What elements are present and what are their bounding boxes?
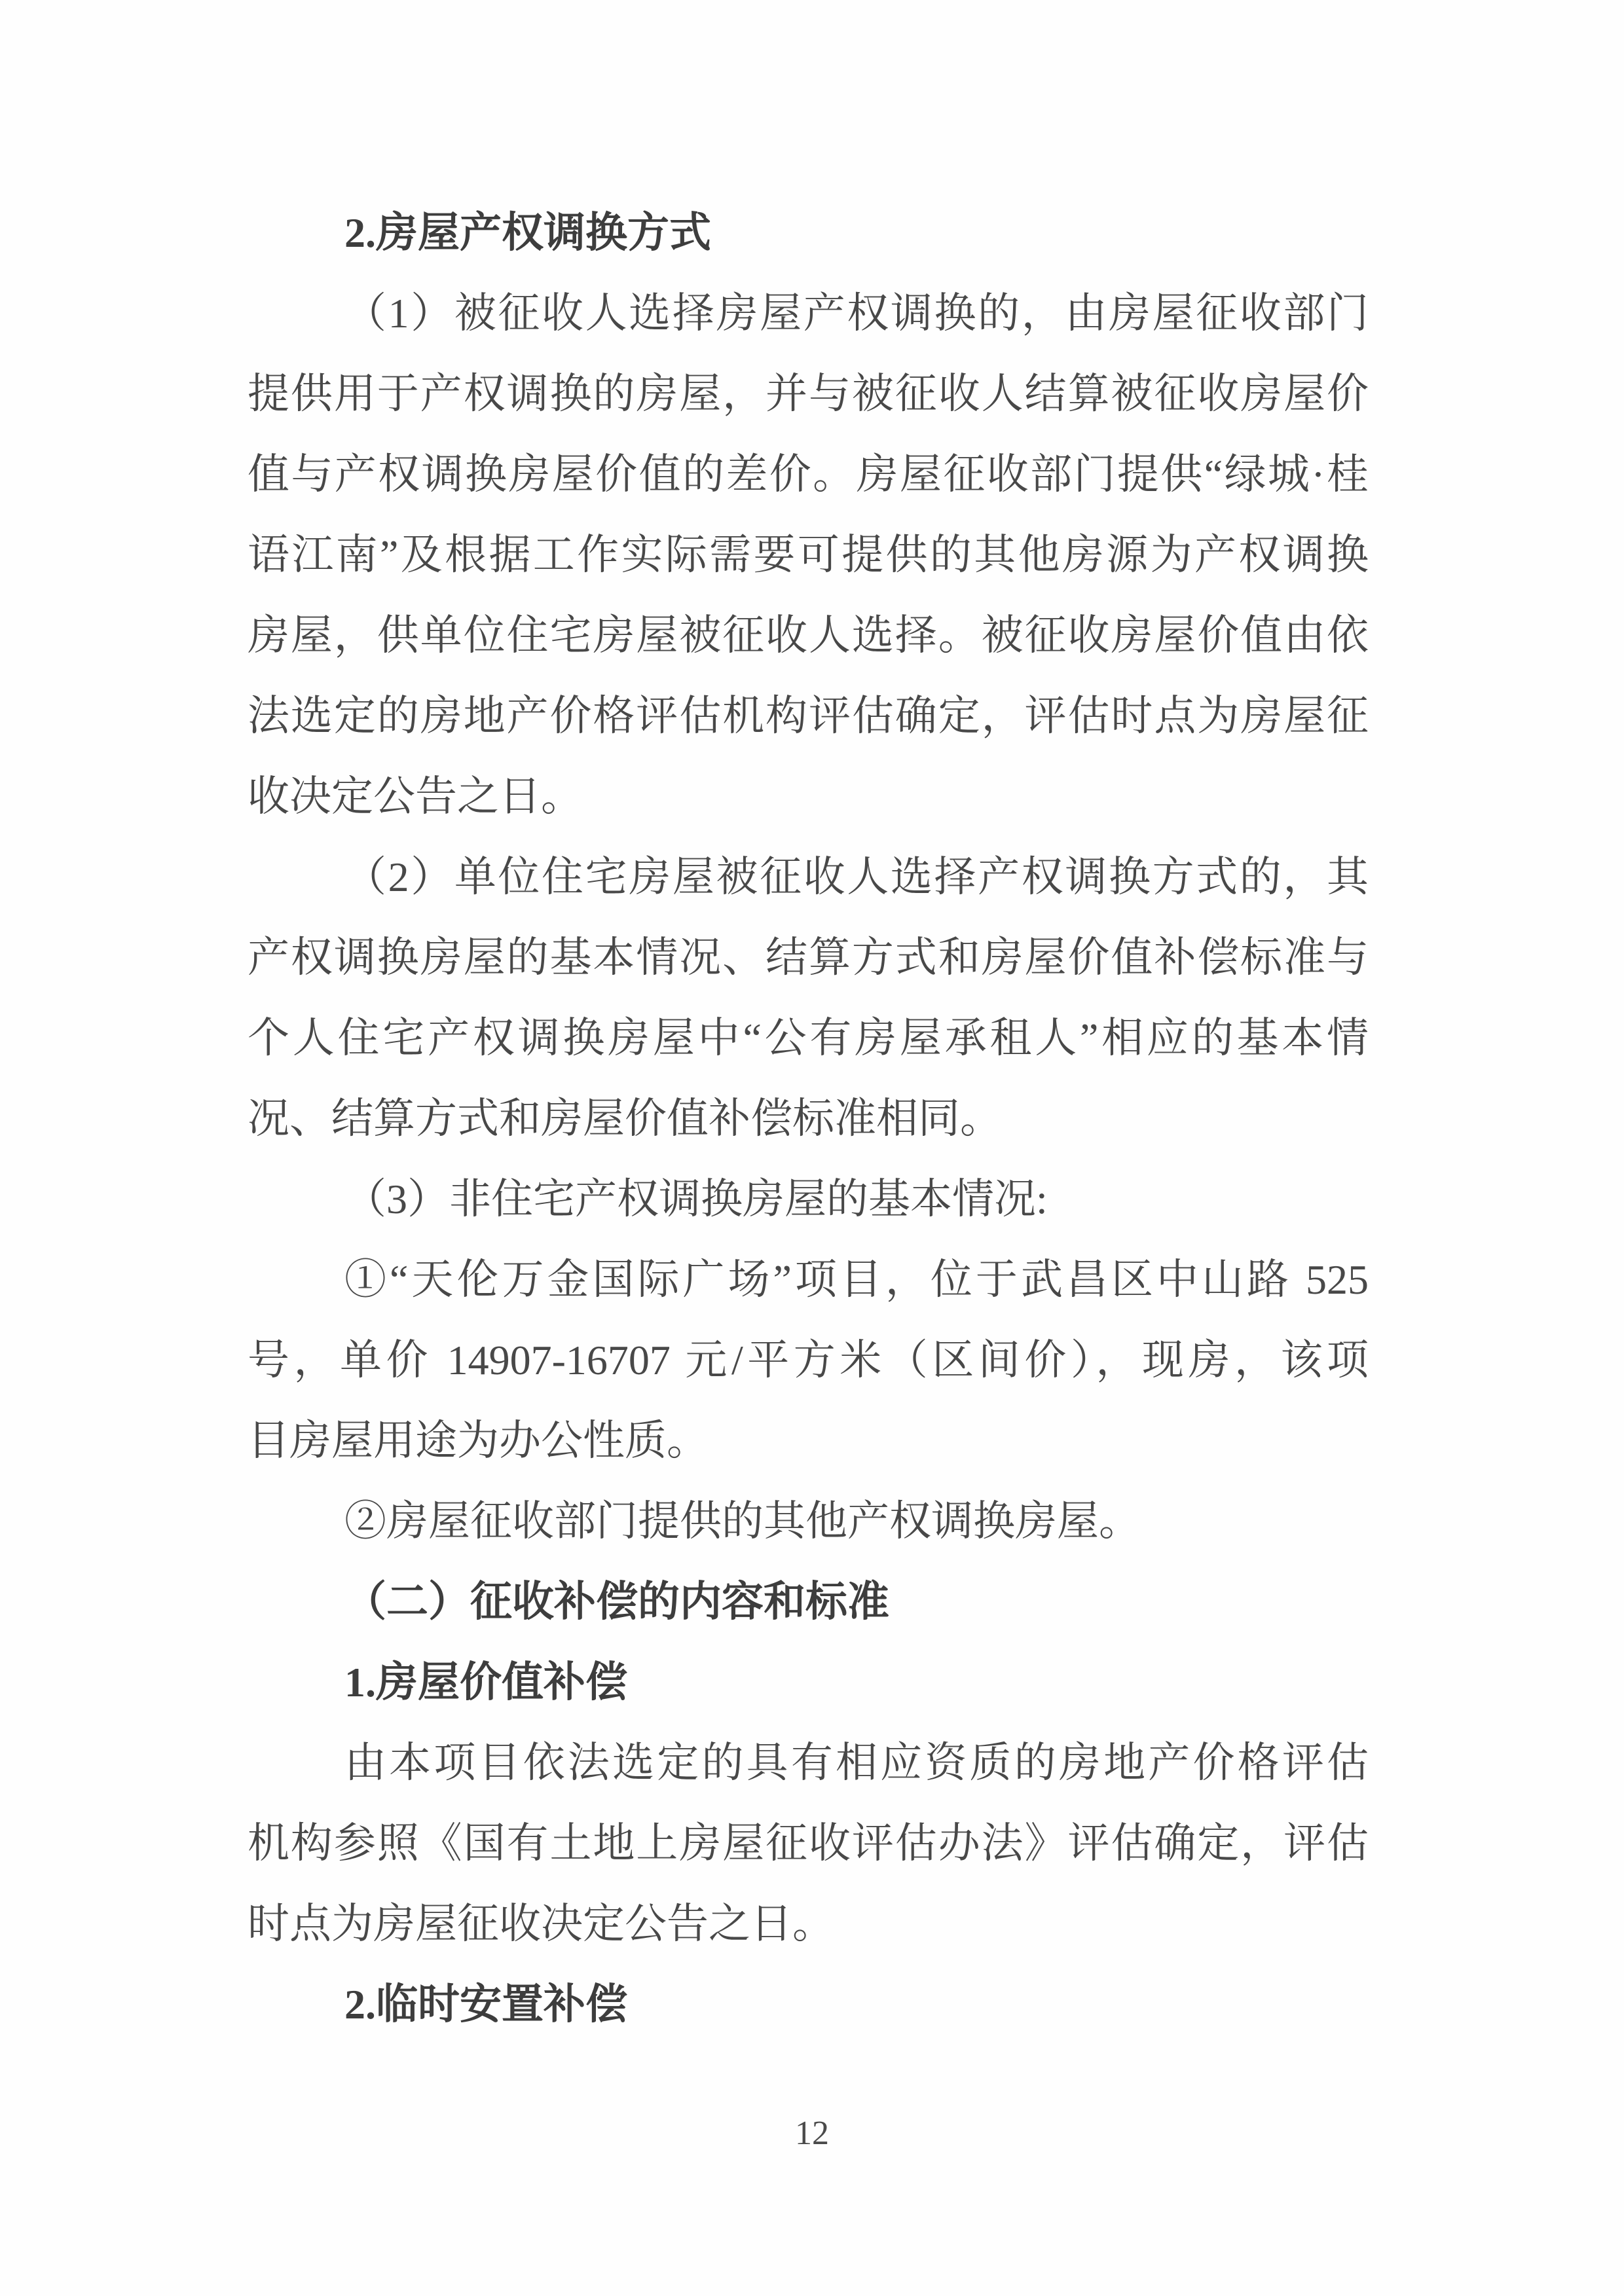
heading-house-value: 1.房屋价值补偿 [344, 1659, 627, 1705]
paragraph-line: 号，单价 14907-16707 元/平方米（区间价），现房，该项 [248, 1337, 1369, 1383]
paragraph-line: 机构参照《国有土地上房屋征收评估办法》评估确定，评估 [248, 1820, 1369, 1867]
paragraph-line: ①“天伦万金国际广场”项目，位于武昌区中山路 525 [344, 1256, 1369, 1303]
paragraph-line: 语江南”及根据工作实际需要可提供的其他房源为产权调换 [248, 532, 1369, 578]
paragraph-line: 法选定的房地产价格评估机构评估确定，评估时点为房屋征 [248, 693, 1369, 739]
paragraph-line: 产权调换房屋的基本情况、结算方式和房屋价值补偿标准与 [248, 934, 1369, 981]
page-number: 12 [795, 2115, 829, 2152]
paragraph-line: 由本项目依法选定的具有相应资质的房地产价格评估 [344, 1740, 1369, 1786]
paragraph-line: 值与产权调换房屋价值的差价。房屋征收部门提供“绿城·桂 [248, 451, 1369, 498]
paragraph-line: 时点为房屋征收决定公告之日。 [248, 1901, 834, 1947]
paragraph-line: 目房屋用途为办公性质。 [248, 1417, 709, 1464]
paragraph-line: （2）单位住宅房屋被征收人选择产权调换方式的，其 [344, 854, 1369, 900]
paragraph-line: 提供用于产权调换的房屋，并与被征收人结算被征收房屋价 [248, 371, 1369, 417]
document-body [248, 192, 1369, 2045]
paragraph-line: 收决定公告之日。 [248, 773, 583, 820]
paragraph-line: （3）非住宅产权调换房屋的基本情况: [344, 1176, 1048, 1222]
paragraph-line: ②房屋征收部门提供的其他产权调换房屋。 [344, 1498, 1141, 1544]
heading-temp-resettlement: 2.临时安置补偿 [344, 1981, 627, 2028]
paragraph-line: 房屋，供单位住宅房屋被征收人选择。被征收房屋价值由依 [248, 612, 1369, 659]
paragraph-line: 个人住宅产权调换房屋中“公有房屋承租人”相应的基本情 [248, 1015, 1369, 1061]
heading-property-swap: 2.房屋产权调换方式 [344, 210, 711, 256]
paragraph-line: （1）被征收人选择房屋产权调换的，由房屋征收部门 [344, 290, 1369, 337]
paragraph-line: 况、结算方式和房屋价值补偿标准相同。 [248, 1095, 1002, 1142]
heading-compensation: （二）征收补偿的内容和标准 [344, 1578, 889, 1625]
